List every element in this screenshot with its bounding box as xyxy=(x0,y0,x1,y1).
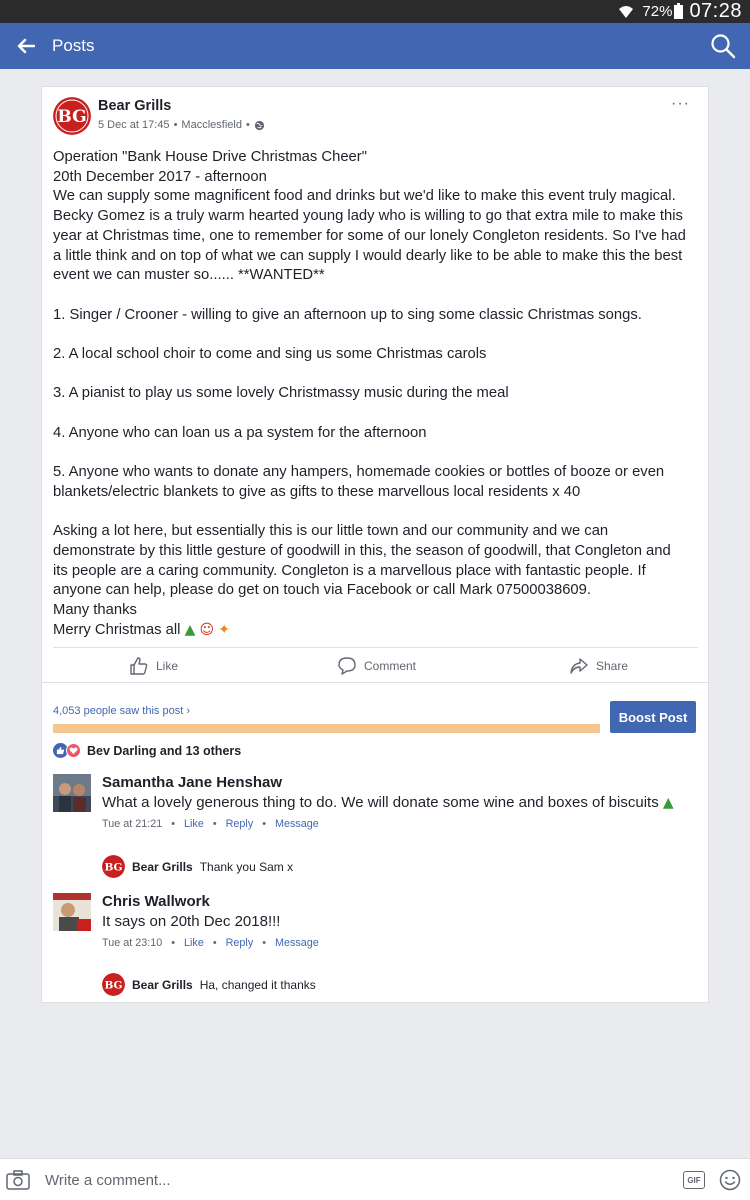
reply-text: Ha, changed it thanks xyxy=(199,977,316,992)
reply-author-avatar[interactable] xyxy=(102,973,125,996)
meta-separator: • xyxy=(212,818,217,830)
meta-separator: • xyxy=(171,937,176,949)
battery-icon xyxy=(674,5,683,19)
comment-composer xyxy=(0,1158,750,1200)
meta-separator: • xyxy=(262,818,266,830)
battery-percent: 72% xyxy=(642,3,673,20)
meta-separator: • xyxy=(173,119,178,131)
commenter-name[interactable]: Samantha Jane Henshaw xyxy=(102,774,283,791)
reaction-icons xyxy=(53,743,81,758)
avatar-monogram: BG xyxy=(104,979,123,992)
globe-icon xyxy=(254,120,265,131)
boost-post-button[interactable]: Boost Post xyxy=(610,701,696,733)
app-bar xyxy=(0,23,750,69)
search-icon[interactable] xyxy=(710,33,736,59)
comment-label: Comment xyxy=(364,659,417,673)
reply-item xyxy=(102,973,316,996)
comment-message-link[interactable]: Message xyxy=(275,818,319,830)
reply-text: Thank you Sam x xyxy=(199,859,294,874)
like-button[interactable] xyxy=(129,656,178,676)
reply-author-avatar[interactable] xyxy=(102,855,125,878)
santa-icon: ☺ xyxy=(199,621,215,638)
comment-time: Tue at 21:21 xyxy=(102,818,163,830)
comment-meta xyxy=(102,818,319,830)
comment-text: It says on 20th Dec 2018!!! xyxy=(102,913,281,930)
christmas-tree-icon: ▲ xyxy=(662,795,674,811)
commenter-avatar[interactable] xyxy=(53,893,91,931)
commenter-avatar[interactable] xyxy=(53,774,91,812)
christmas-tree-icon: ▲ xyxy=(184,621,196,638)
commenter-name[interactable]: Chris Wallwork xyxy=(102,893,210,910)
reactions-text: Bev Darling and 13 others xyxy=(87,743,242,758)
more-options-icon[interactable]: ··· xyxy=(671,95,690,112)
post-meta xyxy=(98,119,265,131)
avatar-monogram: BG xyxy=(57,107,87,127)
clock: 07:28 xyxy=(689,0,742,22)
back-button[interactable] xyxy=(0,23,52,69)
comment-icon xyxy=(337,656,357,676)
share-icon xyxy=(569,656,589,676)
share-button[interactable] xyxy=(569,656,628,676)
reach-progress-bar xyxy=(53,724,600,733)
arrow-left-icon xyxy=(17,38,35,54)
comment-time: Tue at 23:10 xyxy=(102,937,163,949)
comment-body: What a lovely generous thing to do. We will donate some wine and boxes of biscuits xyxy=(102,794,659,811)
status-bar xyxy=(0,0,750,23)
reply-item xyxy=(102,855,293,878)
comment-message-link[interactable]: Message xyxy=(275,937,319,949)
comment-like-link[interactable]: Like xyxy=(184,818,204,830)
avatar-monogram: BG xyxy=(104,861,123,874)
post-body xyxy=(53,148,703,641)
post-author[interactable]: Bear Grills xyxy=(98,98,172,114)
meta-separator: • xyxy=(245,119,250,131)
post-closing: Merry Christmas all xyxy=(53,621,181,638)
people-saw-text: 4,053 people saw this post xyxy=(53,705,184,717)
post-actions xyxy=(53,647,698,683)
post-date[interactable]: 5 Dec at 17:45 xyxy=(98,119,170,131)
chevron-right-icon: › xyxy=(186,705,190,717)
meta-separator: • xyxy=(262,937,266,949)
meta-separator: • xyxy=(171,818,176,830)
post-location[interactable]: Macclesfield xyxy=(181,119,242,131)
post-insights xyxy=(41,683,709,1003)
comment-reply-link[interactable]: Reply xyxy=(225,818,254,830)
camera-icon[interactable] xyxy=(6,1170,30,1190)
author-avatar[interactable] xyxy=(53,97,91,135)
gif-button[interactable]: GIF xyxy=(683,1171,705,1189)
party-popper-icon: ✦ xyxy=(218,621,230,638)
post-card xyxy=(41,86,709,683)
page-title: Posts xyxy=(52,36,95,55)
share-label: Share xyxy=(596,659,629,673)
post-text: Operation "Bank House Drive Christmas Cheer" 20th December 2017 - afternoon We can supply some magnificent food and drinks but we'd like to make this event truly magical. Becky Gomez is a truly warm hearted young lady who is willing to go that extra mile to make this year at Christmas time, one to remember for some of our lonely Congleton residents. So I've had a little think and on top of what we can supply I would dearly like to be able to make this the best event we can muster so...... **WANTED** 1. Singer / Crooner - willing to give an afternoon up to sing some classic Christmas songs. 2. A local school choir to come and sing us some Christmas carols 3. A pianist to play us some lovely Christmassy music during the meal 4. Anyone who can loan us a pa system for the afternoon 5. Anyone who wants to donate any hampers, homemade cookies or bottles of booze or even blankets/electric blankets to give as gifts to these marvellous local residents x 40 Asking a lot here, but essentially this is our little town and our community and we can demonstrate by this little gesture of goodwill in this, the season of goodwill, that Congleton and its people are a caring community. Congleton is a marvellous place with fantastic people. If anyone can help, please do get on touch via Facebook or call Mark 07500038609. Many thanks xyxy=(53,149,686,619)
reply-author[interactable]: Bear Grills xyxy=(132,977,193,992)
love-reaction-icon xyxy=(66,743,81,758)
reply-author[interactable]: Bear Grills xyxy=(132,859,193,874)
wifi-icon xyxy=(618,5,634,19)
comment-input[interactable]: Write a comment... xyxy=(45,1172,171,1189)
comment-button[interactable] xyxy=(337,656,416,676)
thumbs-up-icon xyxy=(129,656,149,676)
comment-meta xyxy=(102,937,319,949)
reactions-summary[interactable] xyxy=(53,743,241,758)
emoji-icon[interactable] xyxy=(719,1169,741,1191)
comment-text xyxy=(102,794,674,811)
people-saw-link[interactable] xyxy=(53,705,190,717)
comment-reply-link[interactable]: Reply xyxy=(225,937,254,949)
meta-separator: • xyxy=(212,937,217,949)
like-label: Like xyxy=(156,659,179,673)
comment-like-link[interactable]: Like xyxy=(184,937,204,949)
